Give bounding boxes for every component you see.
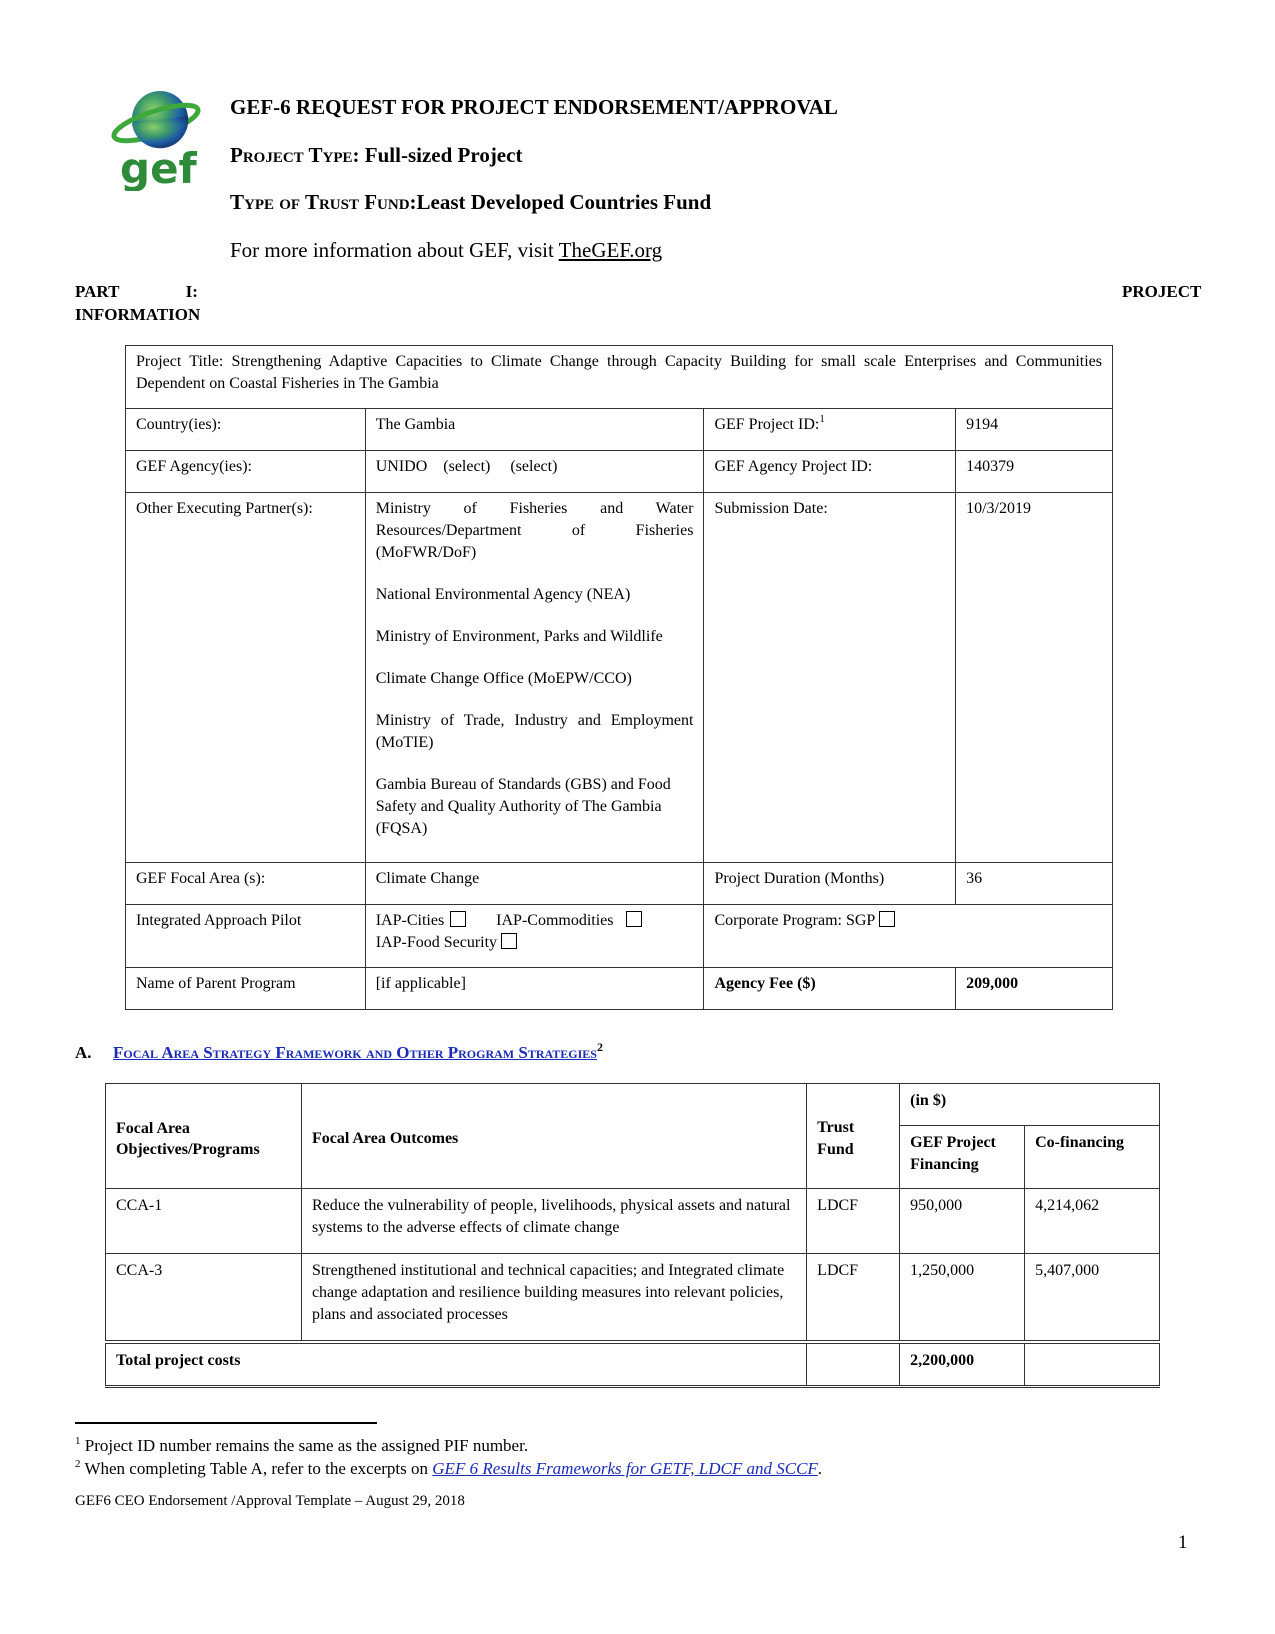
footnote-text: When completing Table A, refer to the excerpts on <box>84 1459 433 1478</box>
table-row <box>106 1189 1160 1254</box>
results-frameworks-link[interactable]: GEF 6 Results Frameworks for GETF, LDCF and SCCF <box>432 1459 818 1478</box>
partner-item: Ministry of Fisheries and Water Resources/Department of Fisheries (MoFWR/DoF) <box>375 500 694 561</box>
iap-options <box>365 905 704 968</box>
gef-financing-cell: 950,000 <box>900 1189 1025 1254</box>
svg-text:gef: gef <box>120 144 197 191</box>
part-label: PART <box>75 282 120 301</box>
part-heading-second-line: INFORMATION <box>75 305 201 324</box>
total-trust-fund-cell <box>807 1342 900 1387</box>
table-row <box>126 409 1113 451</box>
footnote-number: 2 <box>75 1458 81 1470</box>
template-footer: GEF6 CEO Endorsement /Approval Template – August 29, 2018 <box>75 1493 465 1509</box>
gef-logo <box>108 86 203 191</box>
total-label: Total project costs <box>106 1342 807 1387</box>
agency-label: GEF Agency(ies): <box>126 451 366 493</box>
submission-date-value: 10/3/2019 <box>956 493 1113 863</box>
total-cofinancing <box>1025 1342 1160 1387</box>
agency-value: UNIDO (select) (select) <box>365 451 704 493</box>
objective-cell: CCA-3 <box>106 1254 302 1342</box>
partners-list <box>365 493 704 863</box>
table-row <box>126 863 1113 905</box>
parent-program-value: [if applicable] <box>365 968 704 1010</box>
sgp-checkbox[interactable] <box>879 911 895 927</box>
header-in-dollars: (in $) <box>900 1084 1160 1126</box>
header-objectives: Focal Area Objectives/Programs <box>106 1084 302 1189</box>
gef-financing-cell: 1,250,000 <box>900 1254 1025 1342</box>
gef-project-id-label: GEF Project ID: <box>714 416 820 433</box>
table-row <box>126 493 1113 863</box>
table-row <box>126 346 1113 409</box>
country-value: The Gambia <box>365 409 704 451</box>
outcome-cell: Strengthened institutional and technical capacities; and Integrated climate change adaptation and resilience building measures into relevant policies, plans and associated processes <box>301 1254 806 1342</box>
globe-icon <box>108 86 203 191</box>
header-cofinancing: Co-financing <box>1025 1126 1160 1189</box>
section-letter: A. <box>75 1043 92 1062</box>
project-type-value: Full-sized Project <box>364 143 523 167</box>
project-title-cell: Project Title: Strengthening Adaptive Capacities to Climate Change through Capacity Building for small scale Enterprises and Communities Dependent on Coastal Fisheries in The Gambia <box>126 346 1113 409</box>
table-row <box>106 1254 1160 1342</box>
footnote-separator <box>75 1422 377 1424</box>
footnote-2 <box>75 1459 822 1479</box>
info-line <box>230 238 662 263</box>
partner-item: Gambia Bureau of Standards (GBS) and Food Safety and Quality Authority of The Gambia (FQSA) <box>375 776 671 837</box>
project-type-label: Project Type: <box>230 143 360 167</box>
country-label: Country(ies): <box>126 409 366 451</box>
trust-fund-value: Least Developed Countries Fund <box>416 190 712 214</box>
project-type-line <box>230 143 522 168</box>
header-outcomes: Focal Area Outcomes <box>301 1084 806 1189</box>
footnote-1 <box>75 1436 528 1456</box>
footnote-period: . <box>817 1459 823 1478</box>
duration-value: 36 <box>956 863 1113 905</box>
trust-fund-cell: LDCF <box>807 1189 900 1254</box>
thegef-link[interactable]: TheGEF.org <box>558 238 663 262</box>
parent-program-label: Name of Parent Program <box>126 968 366 1010</box>
table-row <box>126 968 1113 1010</box>
agency-fee-label: Agency Fee ($) <box>704 968 956 1010</box>
partner-item: Ministry of Trade, Industry and Employment (MoTIE) <box>375 712 694 751</box>
project-info-table <box>125 345 1113 1010</box>
footnote-ref-1: 1 <box>819 413 825 425</box>
footnote-text: Project ID number remains the same as the assigned PIF number. <box>84 1436 529 1455</box>
trust-fund-line <box>230 190 711 215</box>
info-text: For more information about GEF, visit <box>230 238 559 262</box>
agency-fee-value: 209,000 <box>956 968 1113 1010</box>
iap-commodities-checkbox[interactable] <box>626 911 642 927</box>
part-number: I: <box>185 282 198 301</box>
agency-project-id-label: GEF Agency Project ID: <box>704 451 956 493</box>
partner-item: Ministry of Environment, Parks and Wildlife <box>375 628 663 645</box>
iap-cities-checkbox[interactable] <box>450 911 466 927</box>
header-gef-financing: GEF Project Financing <box>900 1126 1025 1189</box>
gef-project-id-label-cell <box>704 409 956 451</box>
document-title: GEF-6 REQUEST FOR PROJECT ENDORSEMENT/APPROVAL <box>230 95 838 119</box>
header-trust-fund: Trust Fund <box>807 1084 900 1189</box>
partners-label: Other Executing Partner(s): <box>126 493 366 863</box>
page-number: 1 <box>1178 1532 1188 1553</box>
focal-area-table <box>105 1083 1160 1388</box>
iap-food-security-label: IAP-Food Security <box>375 934 498 951</box>
footnote-number: 1 <box>75 1435 81 1447</box>
trust-fund-cell: LDCF <box>807 1254 900 1342</box>
agency-project-id-value: 140379 <box>956 451 1113 493</box>
iap-label: Integrated Approach Pilot <box>126 905 366 968</box>
section-a-heading <box>75 1040 603 1063</box>
total-gef-financing: 2,200,000 <box>900 1342 1025 1387</box>
focal-area-label: GEF Focal Area (s): <box>126 863 366 905</box>
total-row <box>106 1342 1160 1387</box>
section-a-link[interactable]: Focal Area Strategy Framework and Other Program Strategies <box>113 1043 597 1062</box>
partner-item: Climate Change Office (MoEPW/CCO) <box>375 670 632 687</box>
table-row <box>126 451 1113 493</box>
corporate-program-label: Corporate Program: SGP <box>714 912 876 929</box>
duration-label: Project Duration (Months) <box>704 863 956 905</box>
part-heading <box>75 282 198 302</box>
table-header-row <box>106 1084 1160 1126</box>
iap-food-security-checkbox[interactable] <box>501 933 517 949</box>
focal-area-value: Climate Change <box>365 863 704 905</box>
footnote-ref-2: 2 <box>596 1040 603 1054</box>
corporate-program-cell <box>704 905 1113 968</box>
outcome-cell: Reduce the vulnerability of people, livelihoods, physical assets and natural systems to the adverse effects of climate change <box>301 1189 806 1254</box>
partner-item: National Environmental Agency (NEA) <box>375 586 631 603</box>
trust-fund-label: Type of Trust Fund: <box>230 190 417 214</box>
table-row <box>126 905 1113 968</box>
gef-project-id-value: 9194 <box>956 409 1113 451</box>
objective-cell: CCA-1 <box>106 1189 302 1254</box>
iap-cities-label: IAP-Cities <box>375 912 445 929</box>
cofinancing-cell: 5,407,000 <box>1025 1254 1160 1342</box>
iap-commodities-label: IAP-Commodities <box>496 912 614 929</box>
submission-date-label: Submission Date: <box>704 493 956 863</box>
part-heading-right: PROJECT <box>1122 282 1202 301</box>
cofinancing-cell: 4,214,062 <box>1025 1189 1160 1254</box>
